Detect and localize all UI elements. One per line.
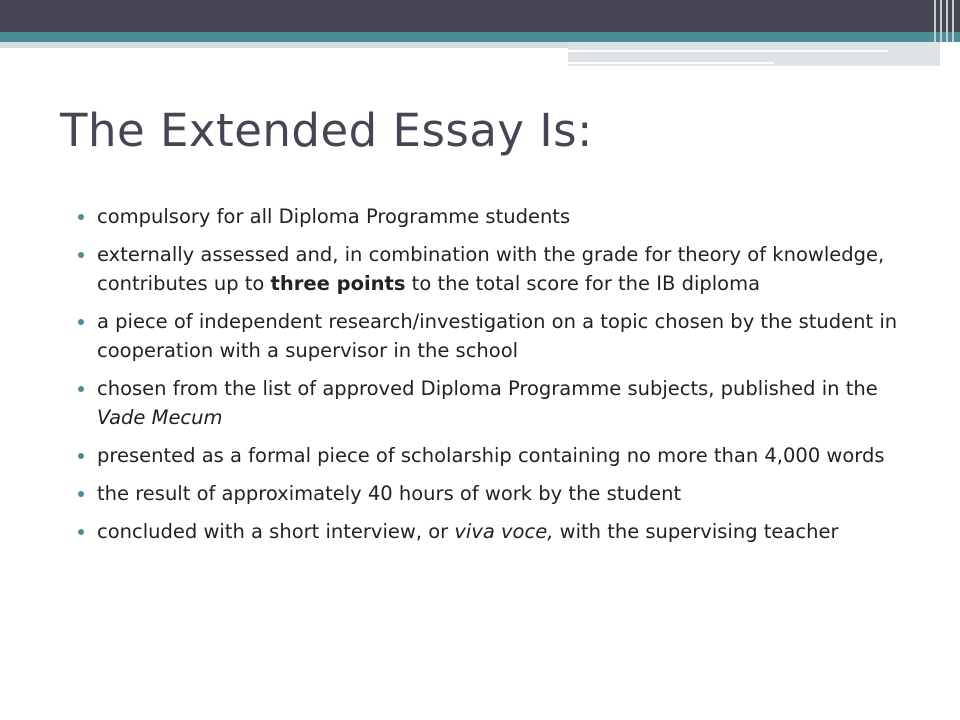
bullet-dot-icon: [78, 386, 84, 392]
bullet-dot-icon: [78, 319, 84, 325]
bullet-text: presented as a formal piece of scholarship containing no more than 4,000 words: [97, 444, 885, 467]
bullet-text: chosen from the list of approved Diploma Programme subjects, published in the: [97, 377, 878, 400]
bullet-item: [78, 374, 908, 432]
bullet-item: [78, 441, 908, 470]
bullet-text: a piece of independent research/investigation on a topic chosen by the student in cooperation with a supervisor in the school: [97, 310, 898, 362]
bullet-list: [78, 202, 908, 555]
bullet-item: [78, 479, 908, 508]
bullet-text: viva voce,: [454, 520, 554, 543]
bullet-text: three points: [270, 272, 406, 295]
bullet-dot-icon: [78, 252, 84, 258]
bullet-dot-icon: [78, 491, 84, 497]
bullet-item: [78, 240, 908, 298]
bullet-text: Vade Mecum: [97, 406, 223, 429]
header-bar: [0, 0, 960, 32]
bullet-dot-icon: [78, 214, 84, 220]
bullet-item: [78, 202, 908, 231]
header-step-line-short: [568, 62, 774, 64]
bullet-dot-icon: [78, 453, 84, 459]
header-corner-stripes: [930, 0, 960, 42]
bullet-item: [78, 307, 908, 365]
bullet-text: externally assessed and, in combination with the grade for theory of knowledge, contributes up to: [97, 243, 885, 295]
bullet-text: the result of approximately 40 hours of work by the student: [97, 482, 682, 505]
header-step-line: [568, 50, 888, 52]
bullet-item: [78, 517, 908, 546]
bullet-text: compulsory for all Diploma Programme students: [97, 205, 571, 228]
slide-title: The Extended Essay Is:: [60, 104, 593, 157]
bullet-text: with the supervising teacher: [553, 520, 839, 543]
bullet-dot-icon: [78, 529, 84, 535]
header-light-strip: [0, 42, 570, 48]
header-accent-band: [0, 32, 960, 42]
bullet-text: concluded with a short interview, or: [97, 520, 455, 543]
bullet-text: to the total score for the IB diploma: [405, 272, 761, 295]
